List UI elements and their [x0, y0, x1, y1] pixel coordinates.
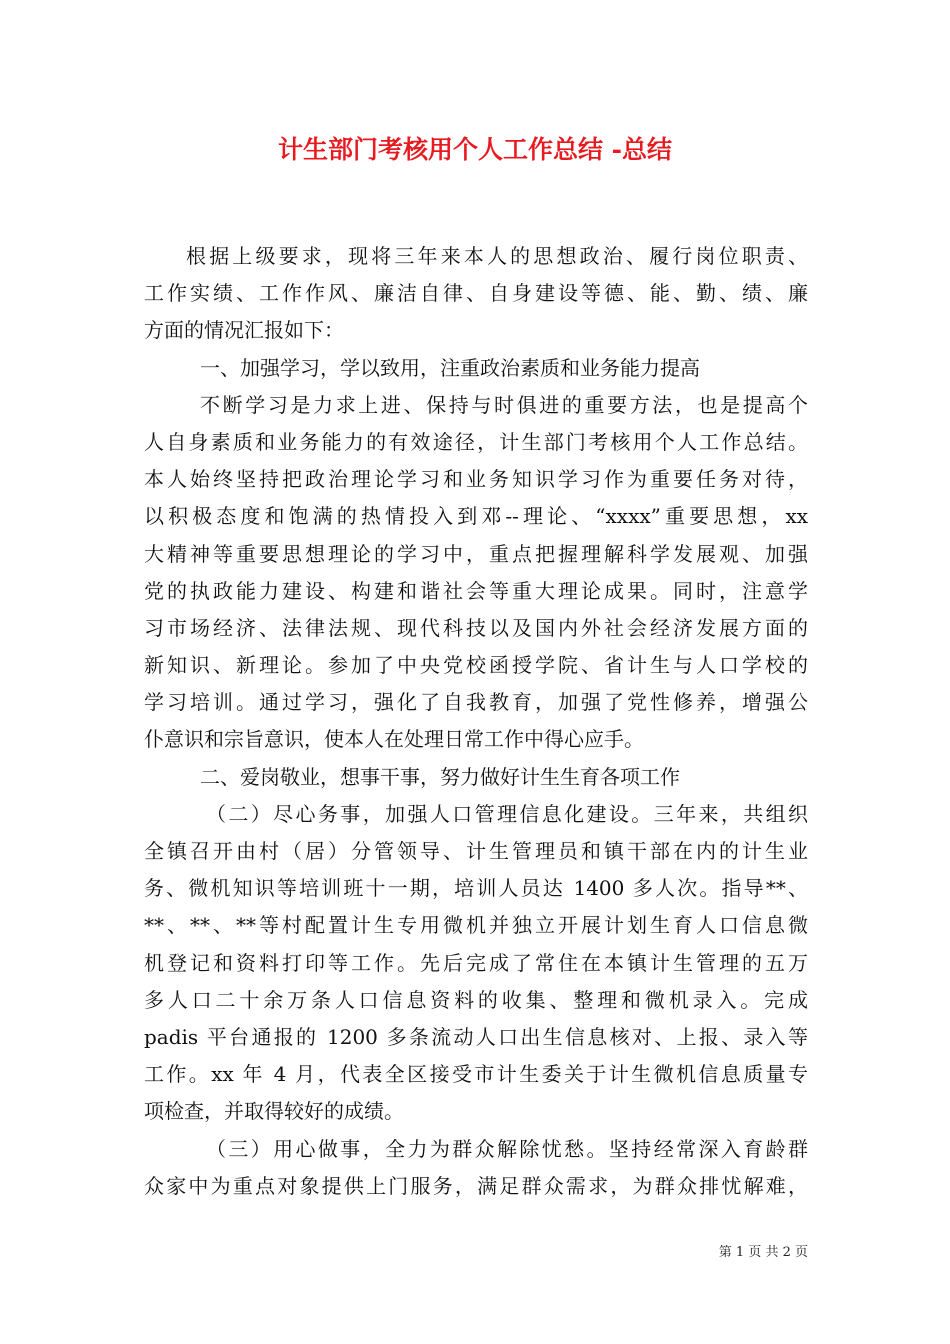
paragraph-line: 众家中为重点对象提供上门服务，满足群众需求，为群众排忧解难， [144, 1173, 808, 1198]
section-heading: 二、爱岗敬业，想事干事，努力做好计生生育各项工作 [200, 764, 680, 789]
paragraph-line: 根据上级要求，现将三年来本人的思想政治、履行岗位职责、 [186, 244, 808, 268]
paragraph-line: padis 平台通报的 1200 多条流动人口出生信息核对、上报、录入等 [144, 1024, 808, 1049]
paragraph-line: 以积极态度和饱满的热情投入到邓--理论、“xxxx”重要思想，xx [144, 504, 808, 529]
document-body [144, 238, 808, 1205]
paragraph-line: 全镇召开由村（居）分管领导、计生管理员和镇干部在内的计生业 [144, 839, 808, 863]
paragraph-line: 大精神等重要思想理论的学习中，重点把握理解科学发展观、加强 [144, 541, 808, 566]
paragraph-line: 务、微机知识等培训班十一期，培训人员达 1400 多人次。指导**、 [144, 876, 808, 901]
paragraph-line: 工作。xx 年 4 月，代表全区接受市计生委关于计生微机信息质量专 [144, 1062, 808, 1087]
paragraph-line: 方面的情况汇报如下： [144, 318, 344, 343]
paragraph-line: 本人始终坚持把政治理论学习和业务知识学习作为重要任务对待， [144, 467, 808, 492]
paragraph-line: 新知识、新理论。参加了中央党校函授学院、省计生与人口学校的 [144, 653, 808, 678]
paragraph-line: 不断学习是力求上进、保持与时俱进的重要方法，也是提高个 [200, 392, 808, 417]
paragraph-line: 多人口二十余万条人口信息资料的收集、整理和微机录入。完成 [144, 987, 808, 1012]
paragraph-line: 项检查，并取得较好的成绩。 [144, 1099, 404, 1124]
paragraph-line: 人自身素质和业务能力的有效途径，计生部门考核用个人工作总结。 [144, 429, 808, 454]
paragraph-line: 机登记和资料打印等工作。先后完成了常住在本镇计生管理的五万 [144, 950, 808, 975]
paragraph-line: 工作实绩、工作作风、廉洁自律、自身建设等德、能、勤、绩、廉 [144, 281, 808, 306]
paragraph-line: 仆意识和宗旨意识，使本人在处理日常工作中得心应手。 [144, 727, 644, 752]
paragraph-line: （二）尽心务事，加强人口管理信息化建设。三年来，共组织 [206, 801, 808, 826]
section-heading: 一、加强学习，学以致用，注重政治素质和业务能力提高 [200, 355, 700, 380]
paragraph-line: 学习培训。通过学习，强化了自我教育，加强了党性修养，增强公 [144, 690, 808, 715]
paragraph-line: 党的执政能力建设、构建和谐社会等重大理论成果。同时，注意学 [144, 578, 808, 603]
document-title: 计生部门考核用个人工作总结 -总结 [277, 135, 673, 164]
paragraph-line: （三）用心做事，全力为群众解除忧愁。坚持经常深入育龄群 [206, 1136, 808, 1161]
paragraph-line: 习市场经济、法律法规、现代科技以及国内外社会经济发展方面的 [144, 615, 808, 640]
page-number: 第 1 页 共 2 页 [718, 1245, 808, 1260]
paragraph-line: **、**、**等村配置计生专用微机并独立开展计划生育人口信息微 [144, 913, 808, 938]
